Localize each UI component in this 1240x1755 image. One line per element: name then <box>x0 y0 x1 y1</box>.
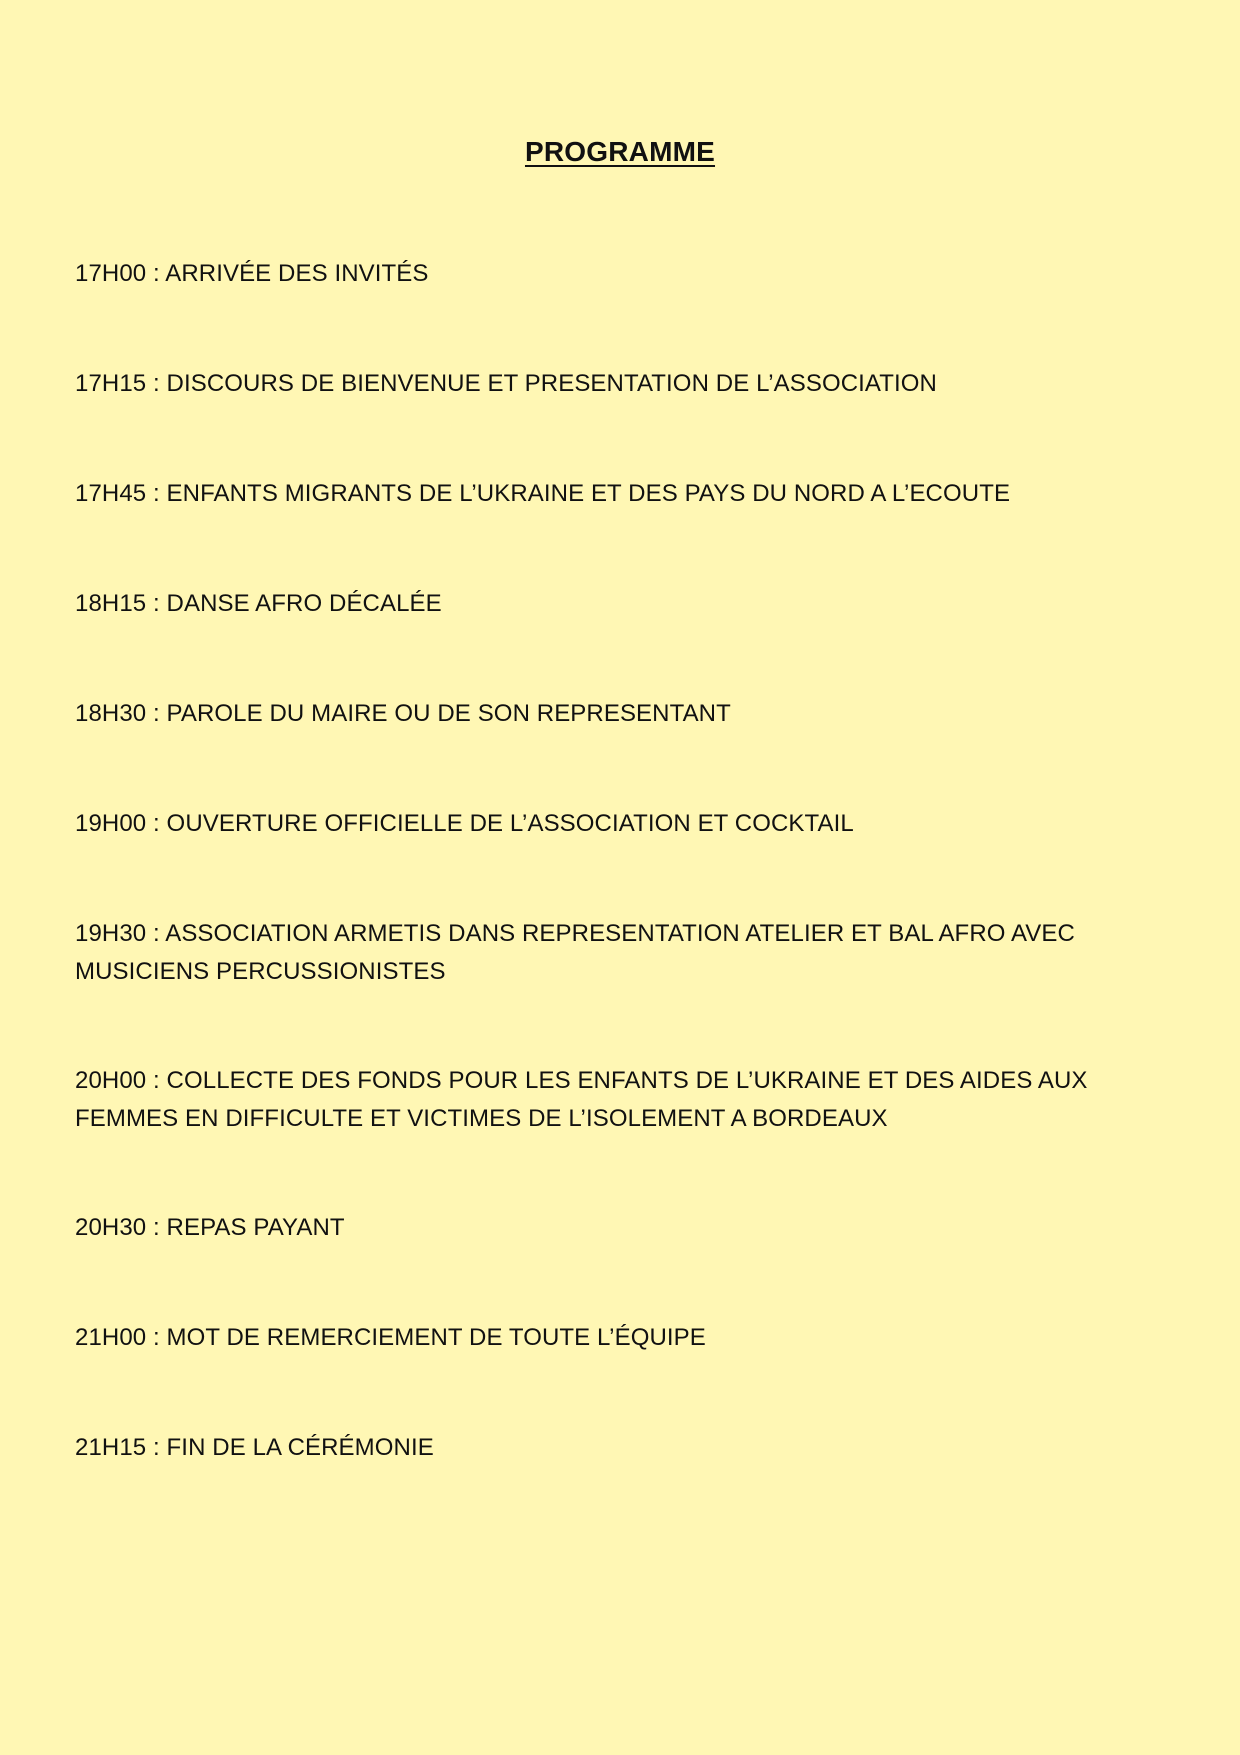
entry-time: 18H15 <box>75 590 147 617</box>
entry-text: REPAS PAYANT <box>166 1214 345 1241</box>
entry-time: 21H00 <box>75 1324 147 1351</box>
entry-text: FIN DE LA CÉRÉMONIE <box>166 1434 434 1461</box>
entry-text: DANSE AFRO DÉCALÉE <box>166 590 442 617</box>
list-item <box>75 365 1135 403</box>
entry-separator: : <box>146 700 167 727</box>
entry-time: 19H30 <box>75 920 147 947</box>
list-item <box>75 255 1135 293</box>
entry-time: 17H45 <box>75 480 147 507</box>
list-item <box>75 585 1135 623</box>
entry-separator: : <box>146 1214 167 1241</box>
entry-time: 17H15 <box>75 370 147 397</box>
schedule-list <box>75 255 1135 1539</box>
entry-time: 18H30 <box>75 700 147 727</box>
list-item <box>75 805 1135 843</box>
entry-time: 17H00 <box>75 260 147 287</box>
entry-time: 21H15 <box>75 1434 147 1461</box>
entry-text: OUVERTURE OFFICIELLE DE L’ASSOCIATION ET COCKTAIL <box>166 810 854 837</box>
entry-text: DISCOURS DE BIENVENUE ET PRESENTATION DE L’ASSOCIATION <box>166 370 937 397</box>
entry-separator: : <box>146 370 167 397</box>
entry-time: 20H00 <box>75 1067 147 1094</box>
list-item <box>75 1429 1135 1467</box>
entry-separator: : <box>146 920 166 947</box>
entry-separator: : <box>146 590 167 617</box>
entry-separator: : <box>146 810 167 837</box>
entry-time: 20H30 <box>75 1214 147 1241</box>
entry-separator: : <box>146 480 167 507</box>
entry-separator: : <box>146 1324 167 1351</box>
list-item <box>75 1209 1135 1247</box>
entry-text: MOT DE REMERCIEMENT DE TOUTE L’ÉQUIPE <box>166 1324 706 1351</box>
entry-text: ASSOCIATION ARMETIS DANS REPRESENTATION ATELIER ET BAL AFRO AVEC MUSICIENS PERCUSSIONISTES <box>75 920 1075 985</box>
entry-text: ENFANTS MIGRANTS DE L’UKRAINE ET DES PAYS DU NORD A L’ECOUTE <box>166 480 1011 507</box>
page-title: PROGRAMME <box>524 136 716 167</box>
list-item <box>75 475 1135 513</box>
entry-separator: : <box>146 260 166 287</box>
entry-separator: : <box>146 1067 167 1094</box>
list-item <box>75 1062 1135 1138</box>
list-item <box>75 695 1135 733</box>
entry-text: PAROLE DU MAIRE OU DE SON REPRESENTANT <box>166 700 731 727</box>
entry-text: COLLECTE DES FONDS POUR LES ENFANTS DE L’UKRAINE ET DES AIDES AUX FEMMES EN DIFFICULTE ET VICTIMES DE L’ISOLEMENT A BORDEAUX <box>75 1067 1088 1132</box>
list-item <box>75 1319 1135 1357</box>
entry-time: 19H00 <box>75 810 147 837</box>
entry-separator: : <box>146 1434 167 1461</box>
list-item <box>75 915 1135 991</box>
entry-text: ARRIVÉE DES INVITÉS <box>165 260 429 287</box>
